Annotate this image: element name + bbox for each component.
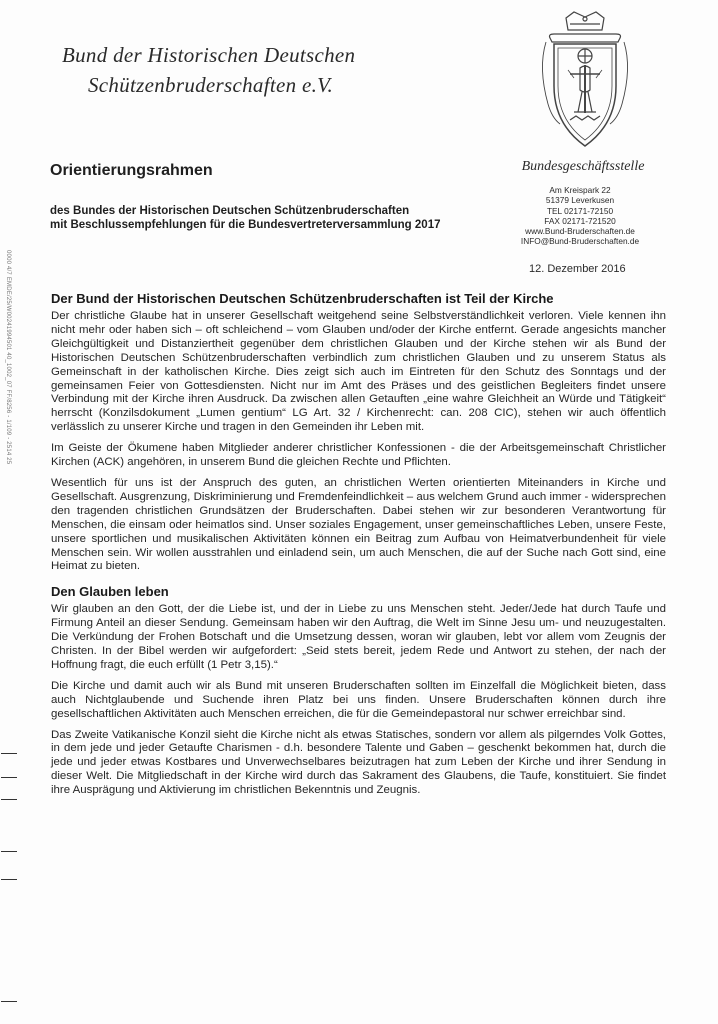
document-title: Orientierungsrahmen bbox=[50, 162, 213, 179]
paragraph: Wir glauben an den Gott, der die Liebe ist, und der in Liebe zu uns Menschen steht. Jeder/Jede hat durch Taufe und Firmung Anteil an dieser Sendung. Gemeinsam haben wir den Auftrag, die Welt im Sinne Jesu um- und neuzugestalten. Die Verkündung der Frohen Botschaft und die Umsetzung dessen, woran wir glauben, lebt vor allem vom Zeugnis der Christen. In der Bibel werden wir aufgefordert: „Seid stets bereit, jedem Rede und Antwort zu stehen, der nach der Hoffnung fragt, die euch erfüllt (1 Petr 3,15).“ bbox=[51, 603, 666, 671]
office-street: Am Kreispark 22 bbox=[549, 185, 611, 195]
paragraph: Der christliche Glaube hat in unserer Gesellschaft weitgehend seine Selbstverständlichkeit verloren. Viele kennen ihn nicht mehr oder haben sich – oft schleichend – vom Glauben und/oder der Kirche entfernt. Gerade angesichts mancher Gleichgültigkeit und Distanziertheit gegenüber dem christlichen Glauben und der Kirche stehen wir als Bund der Historischen Deutschen Schützenbruderschaften verbindlich zum christlichen Glauben und zu unserem Status als Gemeinschaft in der katholischen Kirche. Dies zeigt sich auch im Eintreten für den Schutz des Sonntags und der gemeinsamen Feier von Gottesdiensten. Nicht nur im Amt des Präses und des geistlichen Begleiters findet unsere Verbindung mit der Kirche ihren Ausdruck. Da zwischen allen Getauften „eine wahre Gleichheit an Würde und Tätigkeit“ herrscht (Konzilsdokument „Lumen gentium“ LG Art. 32 / Kirchenrecht: can. 208 CIC), stehen wir auch öffentlich verlässlich zu unserer Kirche und tragen in den Gemeinden ihr Leben mit. bbox=[51, 310, 666, 434]
office-city: 51379 Leverkusen bbox=[545, 195, 615, 206]
section-heading: Der Bund der Historischen Deutschen Schützenbruderschaften ist Teil der Kirche bbox=[51, 291, 554, 306]
org-name-line-1: Bund der Historischen Deutschen bbox=[62, 43, 356, 67]
letterhead bbox=[62, 40, 442, 100]
paragraph: Im Geiste der Ökumene haben Mitglieder anderer christlicher Konfessionen - die der Arbeitsgemeinschaft Christlicher Kirchen (ACK) angehören, in unserem Bund die gleichen Rechte und Pflichten. bbox=[51, 442, 666, 469]
margin-mark bbox=[1, 777, 17, 778]
margin-mark bbox=[1, 753, 17, 754]
subtitle-line-2: mit Beschlussempfehlungen für die Bundesvertreterversammlung 2017 bbox=[50, 219, 441, 231]
margin-mark bbox=[1, 851, 17, 852]
office-title: Bundesgeschäftsstelle bbox=[521, 159, 645, 174]
margin-mark bbox=[1, 879, 17, 880]
office-address-block bbox=[505, 159, 655, 247]
paragraph: Die Kirche und damit auch wir als Bund mit unseren Bruderschaften sollten im Einzelfall die Möglichkeit bieten, dass auch Nichtglaubende und Suchende ihren Platz bei uns finden. Unsere Bruderschaften können durch ihre gesellschaftlichen Aktivitäten auch Menschen erreichen, die für die Gemeindepastoral nur schwer erreichbar sind. bbox=[51, 679, 666, 720]
office-phone: TEL 02171-72150 bbox=[546, 205, 614, 216]
margin-mark bbox=[1, 1001, 17, 1002]
section-heading: Den Glauben leben bbox=[51, 584, 169, 600]
coat-of-arms-icon bbox=[530, 8, 640, 158]
scan-code-label: 0000 4/7 EMDE/25/W00241994501 40_1002_07 FF/8256 - 1/109 - 2514 25 bbox=[5, 250, 11, 465]
paragraph: Das Zweite Vatikanische Konzil sieht die Kirche nicht als etwas Statisches, sondern vor allem als pilgerndes Volk Gottes, in dem jede und jeder Getaufte Charismen - d.h. besondere Talente und Gaben – geschenkt bekommen hat, durch die jede und jeder etwas Kostbares und Unverwechselbares beizutragen hat zum Leben der Kirche und ihrer Sendung in dieser Welt. Die Mitgliedschaft in der Kirche wird durch das Sakrament des Glaubens, die Taufe, konstituiert. Sie findet ihre Ausprägung und Aktivierung im christlichen Bekenntnis und Zeugnis. bbox=[51, 728, 666, 797]
office-website: www.Bund-Bruderschaften.de bbox=[525, 226, 635, 237]
scan-barcode-text bbox=[1, 250, 13, 510]
office-email: INFO@Bund-Bruderschaften.de bbox=[520, 236, 640, 247]
office-fax: FAX 02171-721520 bbox=[544, 215, 616, 226]
subtitle-line-1: des Bundes der Historischen Deutschen Schützenbruderschaften bbox=[50, 205, 410, 217]
org-name-line-2: Schützenbruderschaften e.V. bbox=[88, 73, 334, 97]
document-body bbox=[51, 291, 666, 805]
margin-mark bbox=[1, 799, 17, 800]
document-date: 12. Dezember 2016 bbox=[529, 263, 626, 275]
paragraph: Wesentlich für uns ist der Anspruch des guten, an christlichen Werten orientierten Miteinanders in Kirche und Gesellschaft. Ausgrenzung, Diskriminierung und Fremdenfeindlichkeit – aus welchem Grund auch immer - widersprechen den tragenden christlichen Grundsätzen der Bruderschaften. Dabei stehen wir zur besonderen Verantwortung für Menschen, die einsam oder heimatlos sind. Unser soziales Engagement, unser gemeinschaftliches Leben, unsere Feste, unsere sportlichen und musikalischen Aktivitäten können ein Beitrag zum Aufbau von Heimatverbundenheit für viele Menschen sein. Wir wollen ausstrahlen und einladend sein, um auch Menschen, die auf der Suche nach Gott sind, eine Heimat zu bieten. bbox=[51, 476, 666, 573]
document-subtitle bbox=[50, 204, 520, 232]
